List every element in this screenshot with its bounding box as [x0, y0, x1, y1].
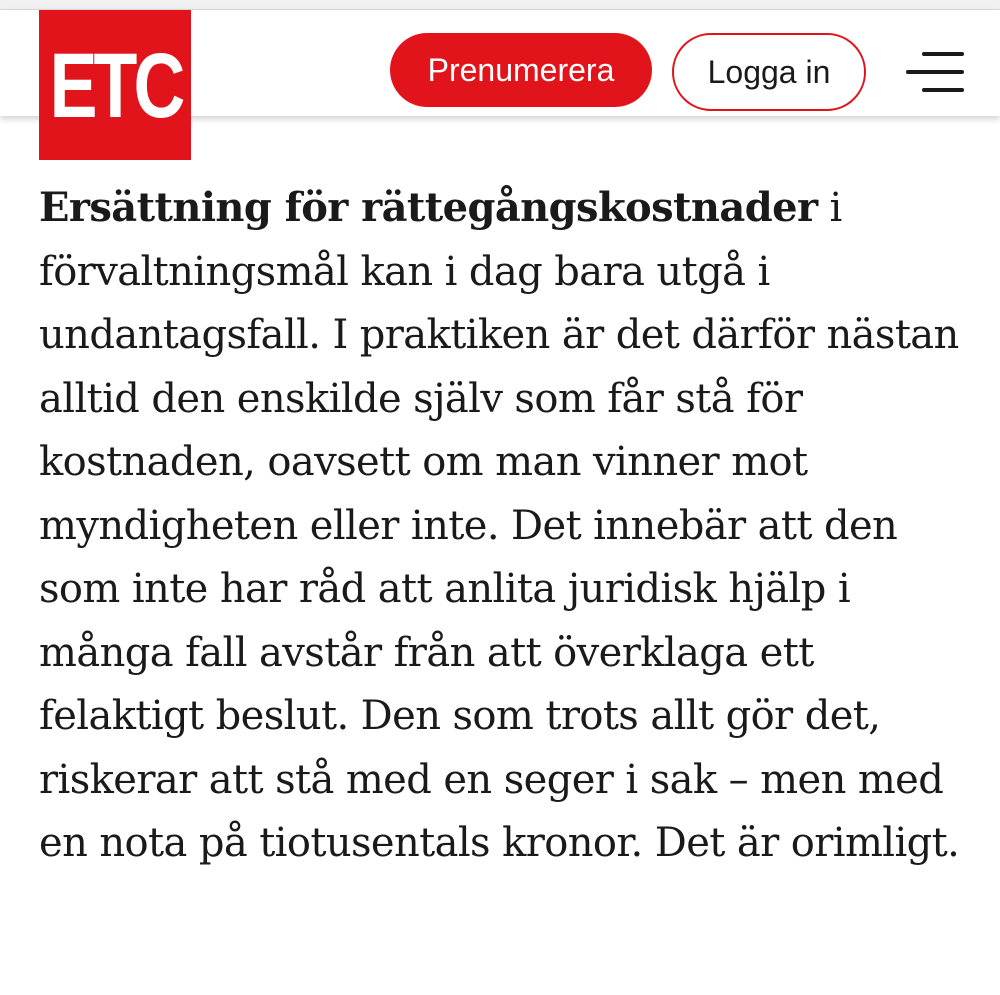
etc-logo[interactable] — [39, 10, 191, 160]
menu-icon-line — [906, 70, 964, 74]
subscribe-button[interactable] — [390, 33, 652, 107]
browser-top-strip — [0, 0, 1000, 10]
login-button[interactable] — [672, 33, 866, 111]
logo-text: ETC — [49, 35, 181, 137]
hamburger-menu-icon[interactable] — [904, 52, 964, 92]
article-paragraph — [39, 176, 969, 876]
menu-icon-line — [922, 88, 964, 92]
menu-icon-line — [922, 52, 964, 56]
subscribe-button-label: Prenumerera — [427, 51, 615, 88]
article-lead-bold: Ersättning för rättegångskostnader — [39, 184, 818, 231]
login-button-label: Logga in — [707, 53, 831, 90]
article-body-text: i förvaltningsmål kan i dag bara utgå i undantagsfall. I praktiken är det därför nästan alltid den enskilde själv som får stå för kostnaden, oavsett om man vinner mot myndigheten eller inte. Det innebär att den som inte har råd att anlita juridisk hjälp i många fall avstår från att överklaga ett felaktigt beslut. Den som trots allt gör det, riskerar att stå med en seger i sak – men med en nota på tiotusentals kronor. Det är orimligt. — [39, 185, 960, 866]
